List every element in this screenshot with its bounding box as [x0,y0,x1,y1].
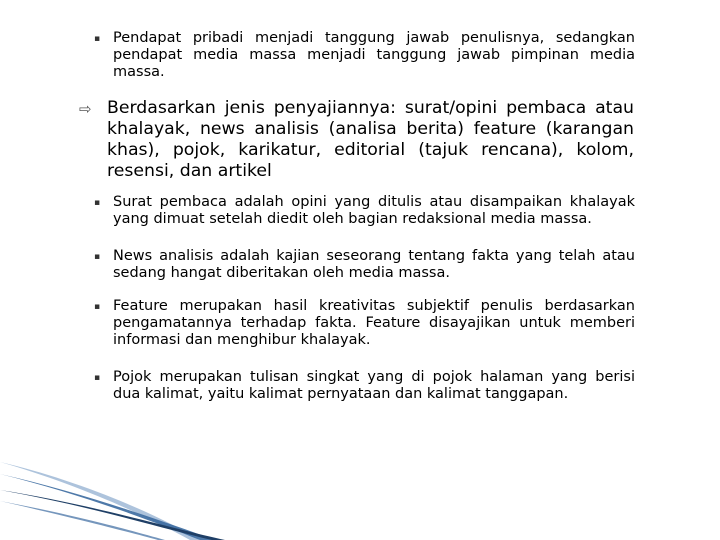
bullet-text: Berdasarkan jenis penyajiannya: surat/opini pembaca atau khalayak, news analisis (analisa berita) feature (karangan khas), pojok, karikatur, editorial (tajuk rencana), kolom, resensi, dan artikel [107,98,634,181]
square-bullet-icon: ▪ [94,302,101,312]
bullet-text: Pendapat pribadi menjadi tanggung jawab penulisnya, sedangkan pendapat media massa menjadi tanggung jawab pimpinan media massa. [113,30,635,80]
stripe-mid [0,466,215,540]
bullet-text: Feature merupakan hasil kreativitas subjektif penulis berdasarkan pengamatannya terhadap fakta. Feature disayajikan untuk memberi informasi dan menghibur khalayak. [113,298,635,348]
square-bullet-icon: ▪ [94,34,101,44]
arrow-bullet-icon: ⇨ [79,100,92,118]
stripe-thin [0,498,165,540]
decorative-stripes [0,440,720,540]
bullet-text: Pojok merupakan tulisan singkat yang di pojok halaman yang berisi dua kalimat, yaitu kalimat pernyataan dan kalimat tanggapan. [113,369,635,402]
sub-bullet-feature [94,298,635,349]
stripe-dark [0,480,225,540]
bullet-text: News analisis adalah kajian seseorang tentang fakta yang telah atau sedang hangat diberitakan oleh media massa. [113,248,635,281]
sub-bullet-pojok [94,369,635,403]
sub-bullet-news-analisis [94,248,635,282]
bullet-text: Surat pembaca adalah opini yang ditulis atau disampaikan khalayak yang dimuat setelah diedit oleh bagian redaksional media massa. [113,194,635,227]
bullet-presentation-types [79,98,634,182]
bullet-opinion-responsibility [94,30,635,81]
sub-bullet-surat-pembaca [94,194,635,228]
square-bullet-icon: ▪ [94,252,101,262]
square-bullet-icon: ▪ [94,198,101,208]
square-bullet-icon: ▪ [94,373,101,383]
